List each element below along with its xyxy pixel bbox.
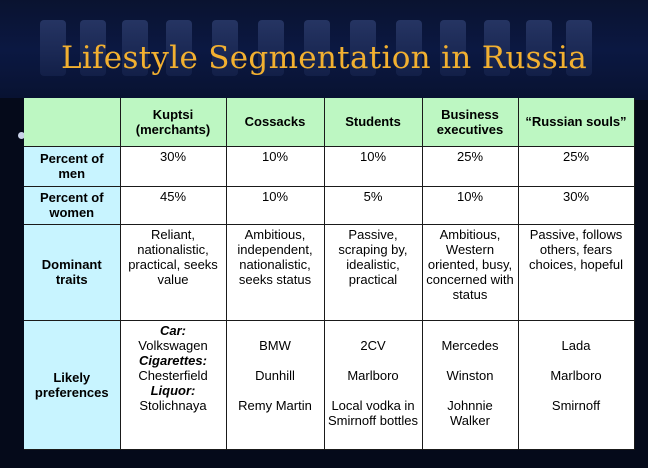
table-cell: 10% xyxy=(324,146,422,186)
liquor-value: Johnnie Walker xyxy=(447,397,493,428)
table-cell: Ambitious, independent, nationalistic, seeks status xyxy=(226,224,324,320)
table-cell: Ambitious, Western oriented, busy, concerned with status xyxy=(422,224,518,320)
liquor-value: Local vodka in Smirnoff bottles xyxy=(327,397,419,428)
liquor-value: Stolichnaya xyxy=(139,397,207,413)
liquor-label: Liquor: xyxy=(150,382,196,398)
car-value: 2CV xyxy=(360,337,386,353)
table-row xyxy=(24,320,634,450)
table-cell: 25% xyxy=(422,146,518,186)
table-cell: Reliant, nationalistic, practical, seeks value xyxy=(120,224,226,320)
table-cell: Passive, scraping by, idealistic, practical xyxy=(324,224,422,320)
cigarettes-value: Dunhill xyxy=(255,367,295,383)
car-label: Car: xyxy=(159,322,186,338)
slide-title: Lifestyle Segmentation in Russia xyxy=(60,40,588,76)
table-row xyxy=(24,186,634,224)
liquor-value: Smirnoff xyxy=(551,397,601,413)
table-row xyxy=(24,224,634,320)
table-cell: 25% xyxy=(518,146,634,186)
car-value: Mercedes xyxy=(441,337,499,353)
table-cell: 30% xyxy=(120,146,226,186)
car-value: Lada xyxy=(561,337,591,353)
preferences-cell xyxy=(518,320,634,450)
table-cell: 10% xyxy=(226,146,324,186)
table-cell: 45% xyxy=(120,186,226,224)
car-value: Volkswagen xyxy=(138,337,208,353)
table-header-row xyxy=(24,98,634,146)
cigarettes-value: Marlboro xyxy=(550,367,602,383)
table-cell: 30% xyxy=(518,186,634,224)
car-value: BMW xyxy=(259,337,291,353)
table-cell: 10% xyxy=(422,186,518,224)
preferences-cell xyxy=(324,320,422,450)
left-margin xyxy=(0,98,24,468)
row-header: Percent of men xyxy=(24,146,120,186)
cigarettes-value: Marlboro xyxy=(347,367,399,383)
table-cell: Passive, follows others, fears choices, hopeful xyxy=(518,224,634,320)
preferences-cell xyxy=(226,320,324,450)
preferences-cell xyxy=(120,320,226,450)
row-header: Percent of women xyxy=(24,186,120,224)
liquor-value: Remy Martin xyxy=(238,397,312,413)
table-cell: 5% xyxy=(324,186,422,224)
table-row xyxy=(24,146,634,186)
preferences-cell xyxy=(422,320,518,450)
cigarettes-value: Winston xyxy=(446,367,494,383)
column-header: Business executives xyxy=(422,98,518,146)
column-header: Kuptsi (merchants) xyxy=(120,98,226,146)
table-cell: 10% xyxy=(226,186,324,224)
segmentation-table xyxy=(24,98,635,450)
column-header: “Russian souls” xyxy=(518,98,634,146)
cigarettes-value: Chesterfield xyxy=(138,367,208,383)
table-corner-cell xyxy=(24,98,120,146)
row-header: Dominant traits xyxy=(24,224,120,320)
column-header: Students xyxy=(324,98,422,146)
column-header: Cossacks xyxy=(226,98,324,146)
cigarettes-label: Cigarettes: xyxy=(139,352,207,368)
row-header: Likely preferences xyxy=(24,320,120,450)
